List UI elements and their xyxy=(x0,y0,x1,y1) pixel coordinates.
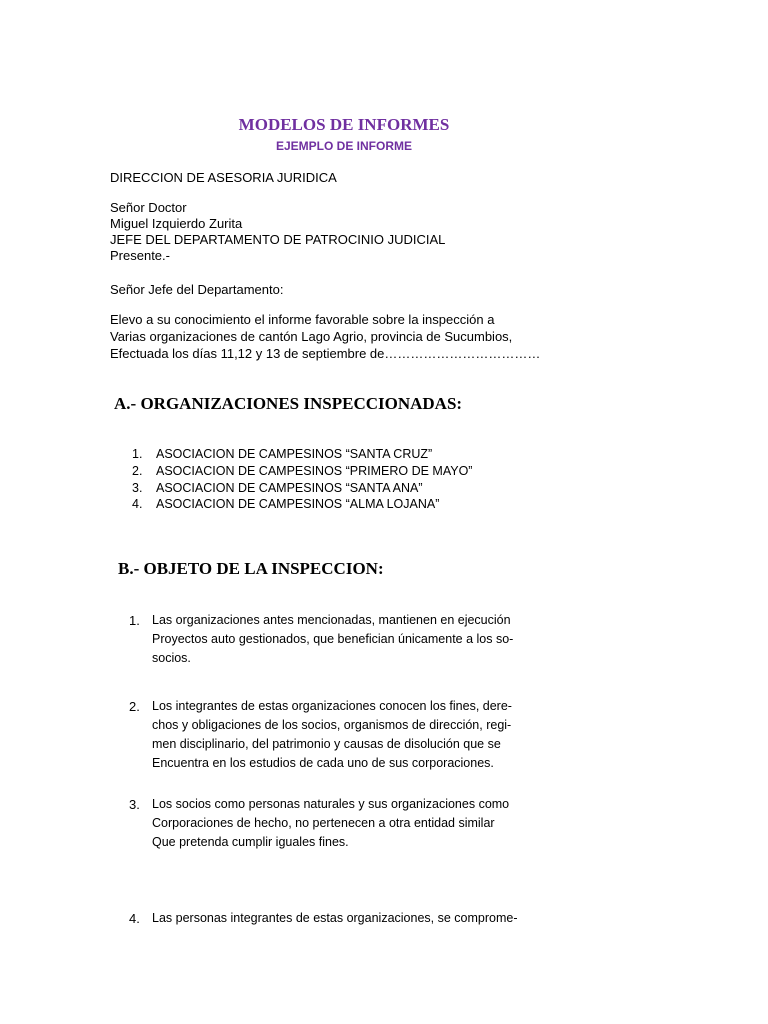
recipient-name: Miguel Izquierdo Zurita xyxy=(110,216,243,231)
intro-line: Elevo a su conocimiento el informe favorable sobre la inspección a xyxy=(110,312,495,327)
list-item-text: ASOCIACION DE CAMPESINOS “SANTA ANA” xyxy=(156,481,423,495)
list-item-line: Las organizaciones antes mencionadas, mantienen en ejecución xyxy=(152,613,511,627)
list-item xyxy=(132,463,472,479)
list-item-number: 1. xyxy=(129,613,140,628)
list-item-text: ASOCIACION DE CAMPESINOS “ALMA LOJANA” xyxy=(156,497,440,511)
list-item-line: socios. xyxy=(152,651,191,665)
list-item-number: 2. xyxy=(132,464,143,478)
section-a-heading: A.- ORGANIZACIONES INSPECCIONADAS: xyxy=(114,394,463,413)
document-title: MODELOS DE INFORMES xyxy=(238,115,450,134)
list-item xyxy=(152,611,537,668)
list-item xyxy=(152,909,537,928)
list-item-line: Corporaciones de hecho, no pertenecen a otra entidad similar xyxy=(152,816,495,830)
list-item xyxy=(132,480,423,496)
list-item xyxy=(132,446,432,462)
recipient-position: JEFE DEL DEPARTAMENTO DE PATROCINIO JUDICIAL xyxy=(110,232,446,247)
list-item-number: 1. xyxy=(132,447,143,461)
list-item-number: 2. xyxy=(129,699,140,714)
recipient-presente: Presente.- xyxy=(110,248,170,263)
list-item-line: Las personas integrantes de estas organizaciones, se comprome- xyxy=(152,911,518,925)
list-item xyxy=(132,496,439,512)
list-item xyxy=(152,697,537,773)
list-item-line: Encuentra en los estudios de cada uno de sus corporaciones. xyxy=(152,756,494,770)
list-item-text: ASOCIACION DE CAMPESINOS “PRIMERO DE MAYO” xyxy=(156,464,473,478)
list-item-number: 4. xyxy=(132,497,143,511)
recipient-salutation: Señor Doctor xyxy=(110,200,187,215)
list-item-text: ASOCIACION DE CAMPESINOS “SANTA CRUZ” xyxy=(156,447,433,461)
department-line: DIRECCION DE ASESORIA JURIDICA xyxy=(110,170,337,185)
list-item-number: 3. xyxy=(129,797,140,812)
list-item-line: Los socios como personas naturales y sus organizaciones como xyxy=(152,797,510,811)
greeting-line: Señor Jefe del Departamento: xyxy=(110,282,284,297)
list-item xyxy=(152,795,537,852)
section-b-heading: B.- OBJETO DE LA INSPECCION: xyxy=(118,559,384,578)
list-item-number: 4. xyxy=(129,911,140,926)
list-item-line: Los integrantes de estas organizaciones conocen los fines, dere- xyxy=(152,699,512,713)
intro-line: Varias organizaciones de cantón Lago Agrio, provincia de Sucumbios, xyxy=(110,329,513,344)
intro-line: Efectuada los días 11,12 y 13 de septiembre de……………………………… xyxy=(110,346,541,361)
list-item-number: 3. xyxy=(132,481,143,495)
list-item-line: Proyectos auto gestionados, que benefician únicamente a los so- xyxy=(152,632,514,646)
list-item-line: Que pretenda cumplir iguales fines. xyxy=(152,835,349,849)
document-subtitle: EJEMPLO DE INFORME xyxy=(275,139,412,153)
list-item-line: men disciplinario, del patrimonio y causas de disolución que se xyxy=(152,737,501,751)
list-item-line: chos y obligaciones de los socios, organismos de dirección, regi- xyxy=(152,718,512,732)
